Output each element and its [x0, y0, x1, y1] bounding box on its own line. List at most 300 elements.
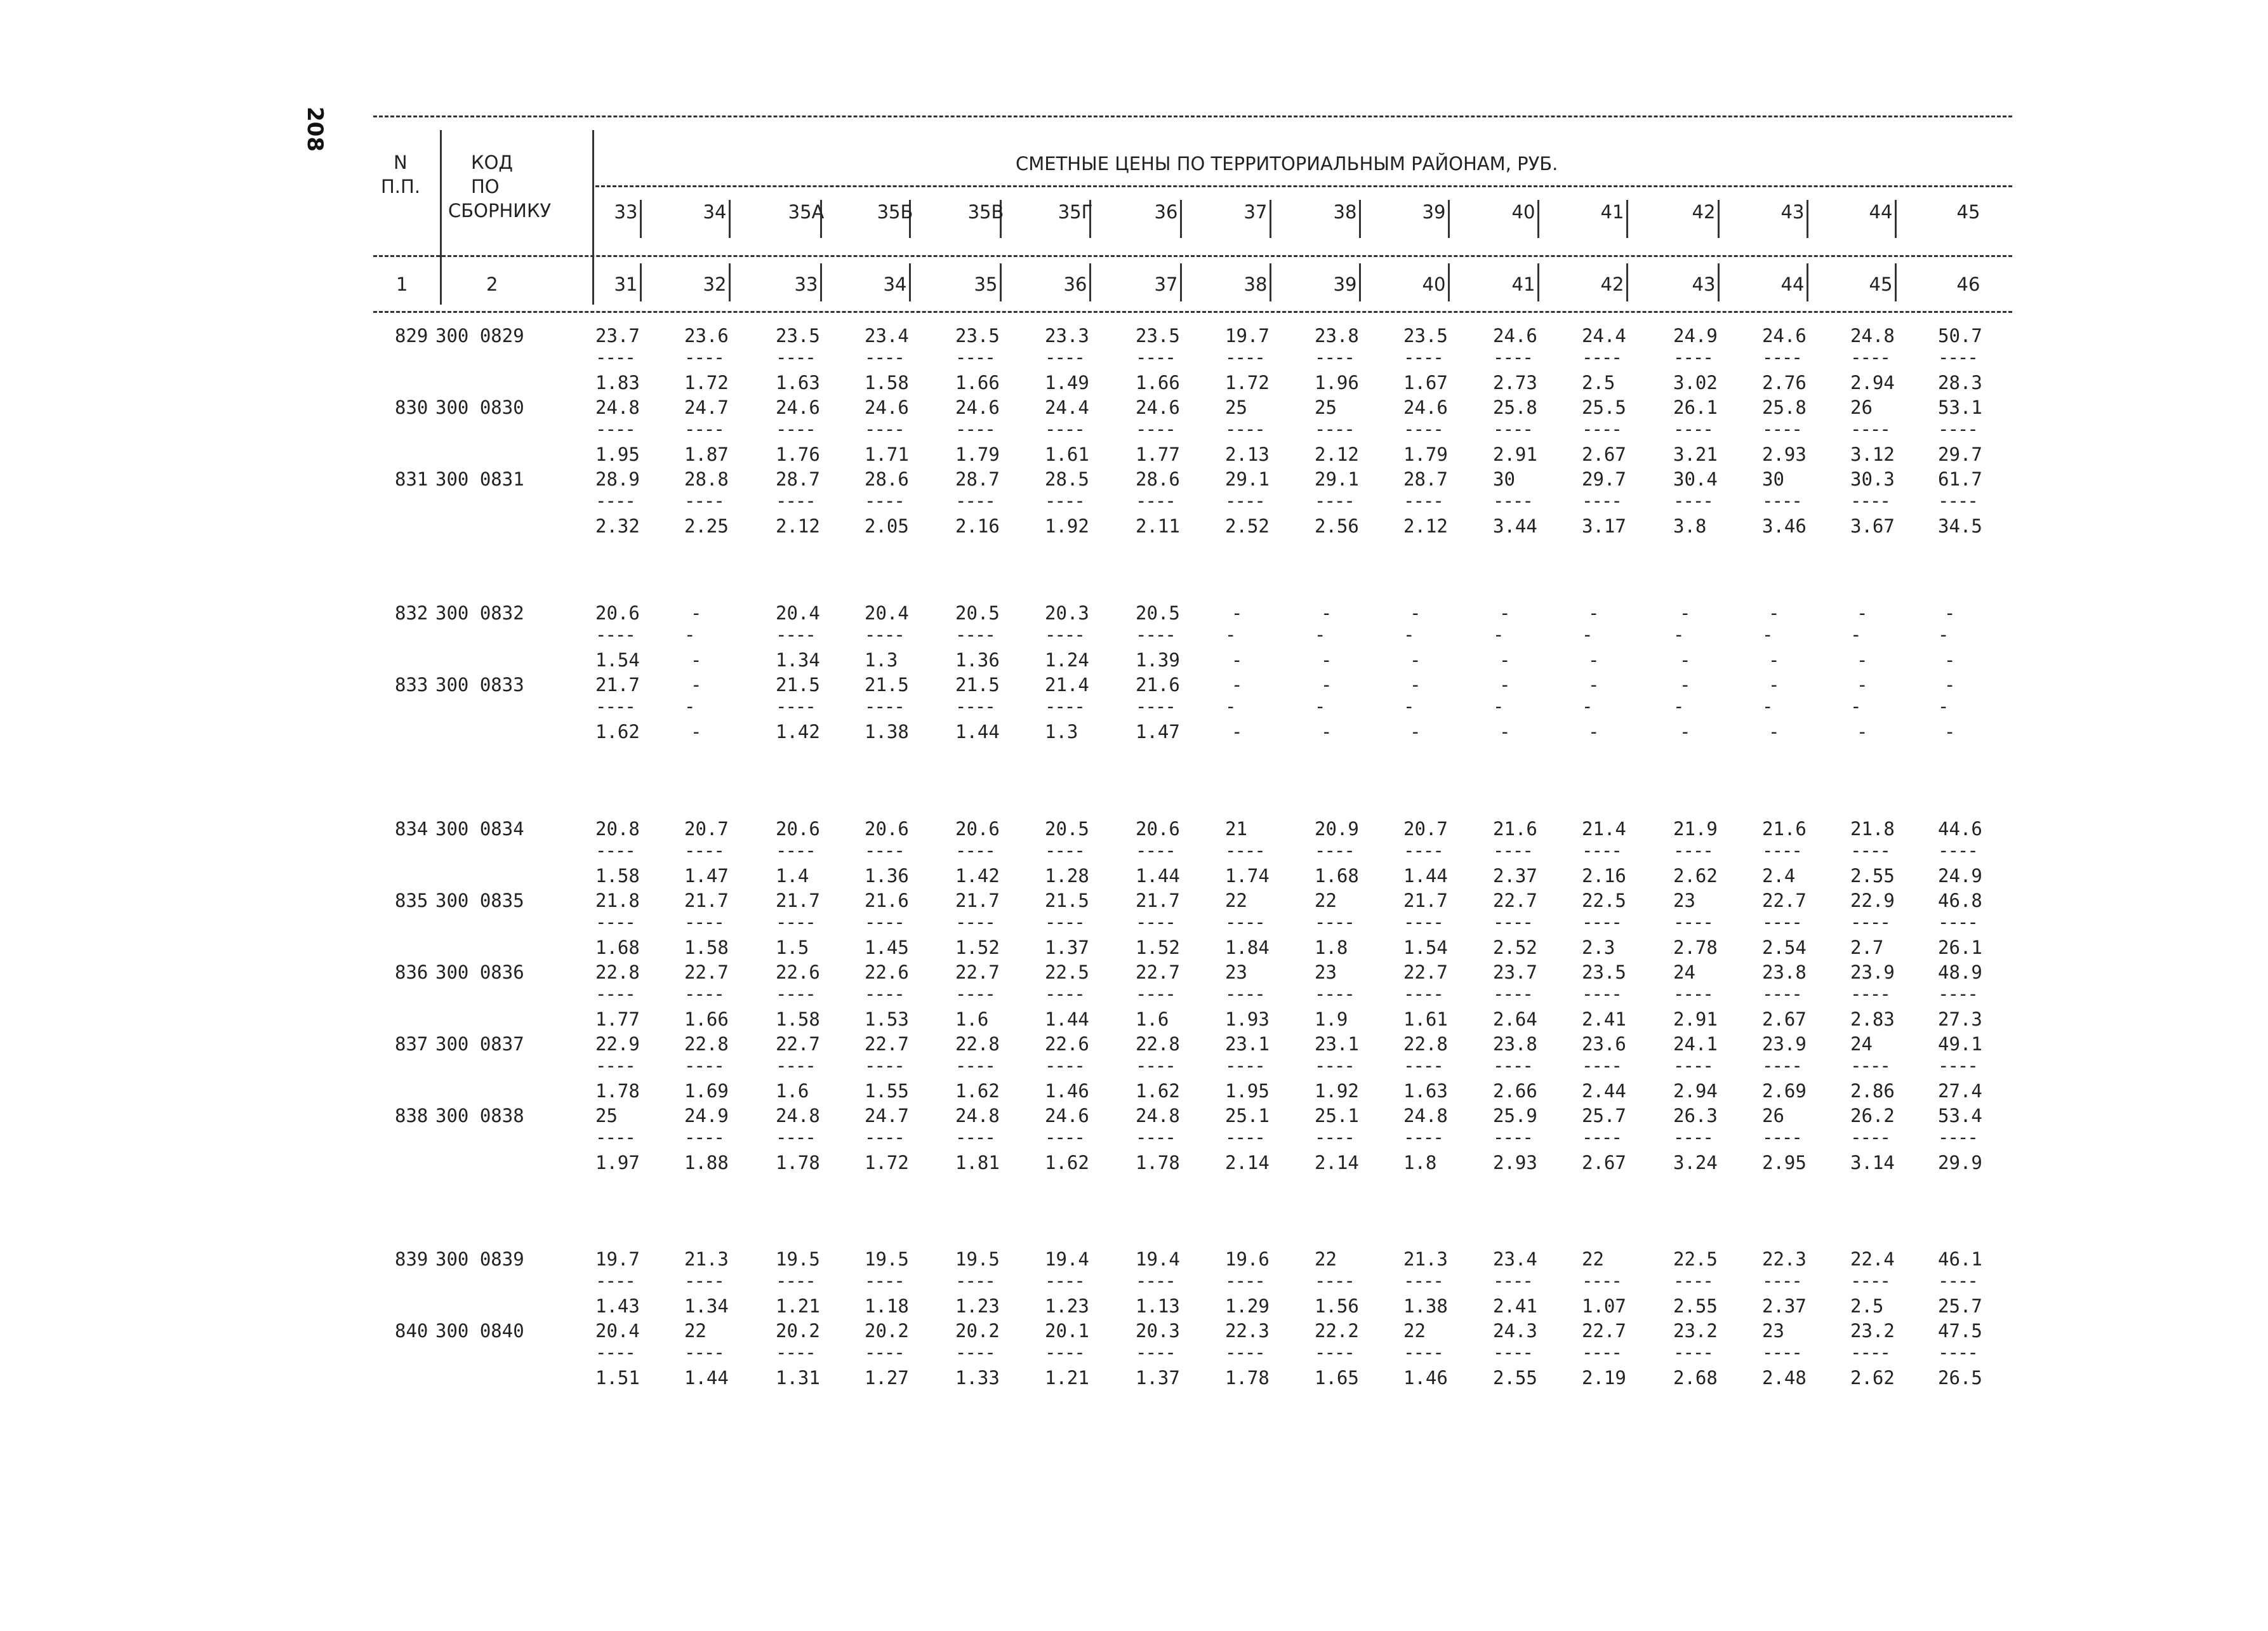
index-label-col-15: 45	[1869, 274, 1893, 295]
work-price-value: 21.6	[1493, 818, 1537, 840]
work-price-value: 22	[1315, 1248, 1337, 1270]
work-price-value: 23.5	[776, 325, 820, 347]
fraction-dash: -	[1673, 696, 1683, 717]
fraction-dash: ----	[1045, 840, 1084, 861]
material-price-value: 1.62	[1045, 1152, 1089, 1173]
work-price-value: 22.8	[684, 1033, 729, 1055]
header-po-label: ПО	[471, 176, 500, 197]
fraction-dash: ----	[1045, 1270, 1084, 1291]
material-price-value: 2.5	[1582, 372, 1615, 393]
material-price-value: 2.91	[1493, 444, 1537, 465]
row-number: 837	[395, 1033, 428, 1055]
material-price-value: 1.31	[776, 1367, 820, 1389]
material-price-value: 1.84	[1225, 937, 1270, 958]
work-price-value: 21.9	[1673, 818, 1718, 840]
fraction-dash: ----	[684, 911, 724, 933]
fraction-dash: ----	[1762, 1126, 1801, 1148]
work-price-value: 24.6	[1762, 325, 1807, 347]
fraction-dash: ----	[1315, 1126, 1354, 1148]
work-price-value: 22	[1315, 890, 1337, 911]
material-price-value: 1.74	[1225, 865, 1270, 887]
column-separator	[640, 263, 642, 301]
column-separator	[1180, 200, 1182, 238]
work-price-value: 24.4	[1582, 325, 1626, 347]
fraction-dash: ----	[595, 1342, 635, 1363]
material-price-value: 1.95	[1225, 1080, 1270, 1102]
fraction-dash: ----	[595, 347, 635, 368]
material-price-value: 2.25	[684, 515, 729, 537]
material-price-value: 1.63	[1403, 1080, 1448, 1102]
fraction-dash: ----	[1673, 911, 1713, 933]
material-price-value: 1.07	[1582, 1295, 1626, 1317]
index-label-col-16: 46	[1956, 274, 1980, 295]
fraction-dash: ----	[1850, 1342, 1890, 1363]
fraction-dash: ----	[595, 418, 635, 440]
material-price-value: 1.62	[1136, 1080, 1180, 1102]
work-price-value: 20.1	[1045, 1320, 1089, 1342]
fraction-dash: ----	[865, 1270, 904, 1291]
fraction-dash: ----	[1493, 983, 1532, 1005]
fraction-dash: ----	[1403, 911, 1443, 933]
work-price-value: 22.9	[595, 1033, 640, 1055]
work-price-value: 22.7	[776, 1033, 820, 1055]
material-price-value: 1.69	[684, 1080, 729, 1102]
work-price-value: 26.3	[1673, 1105, 1718, 1126]
fraction-dash: ----	[1315, 983, 1354, 1005]
column-separator	[640, 200, 642, 238]
work-price-value: 19.4	[1045, 1248, 1089, 1270]
work-price-value: -	[1231, 674, 1243, 696]
work-price-value: 21.3	[1403, 1248, 1448, 1270]
fraction-dash: ----	[1673, 1126, 1713, 1148]
material-price-value: 2.83	[1850, 1008, 1895, 1030]
material-price-value: 2.93	[1493, 1152, 1537, 1173]
material-price-value: 2.95	[1762, 1152, 1807, 1173]
work-price-value: 20.8	[595, 818, 640, 840]
index-label-col-6: 36	[1063, 274, 1087, 295]
fraction-dash: -	[1403, 696, 1414, 717]
fraction-dash: ----	[1938, 490, 1977, 512]
material-price-value: 1.72	[684, 372, 729, 393]
page-number: 208	[302, 107, 328, 152]
fraction-dash: ----	[1315, 1055, 1354, 1076]
material-price-value: 1.13	[1136, 1295, 1180, 1317]
material-price-value: 1.83	[595, 372, 640, 393]
column-separator	[1089, 263, 1091, 301]
work-price-value: 29.7	[1582, 468, 1626, 490]
fraction-dash: ----	[1136, 696, 1175, 717]
fraction-dash: ----	[865, 983, 904, 1005]
work-price-value: 46.1	[1938, 1248, 1982, 1270]
fraction-dash: -	[684, 696, 694, 717]
material-price-value: 1.6	[955, 1008, 989, 1030]
region-header-rule	[595, 185, 2012, 187]
material-price-value: 1.88	[684, 1152, 729, 1173]
work-price-value: 49.1	[1938, 1033, 1982, 1055]
work-price-value: 23.8	[1762, 961, 1807, 983]
material-price-value: 1.58	[865, 372, 909, 393]
material-price-value: 2.52	[1225, 515, 1270, 537]
work-price-value: 25	[1315, 397, 1337, 418]
material-price-value: 1.68	[1315, 865, 1359, 887]
fraction-dash: -	[1582, 696, 1592, 717]
material-price-value: -	[1321, 649, 1332, 671]
material-price-value: 1.95	[595, 444, 640, 465]
work-price-value: 28.6	[865, 468, 909, 490]
work-price-value: 22	[684, 1320, 706, 1342]
work-price-value: 25.8	[1762, 397, 1807, 418]
material-price-value: 1.52	[955, 937, 1000, 958]
material-price-value: 3.44	[1493, 515, 1537, 537]
fraction-dash: -	[1762, 624, 1772, 645]
fraction-dash: ----	[1403, 983, 1443, 1005]
material-price-value: 2.05	[865, 515, 909, 537]
fraction-dash: ----	[955, 1342, 995, 1363]
fraction-dash: ----	[1673, 347, 1713, 368]
header-sub-rule	[373, 255, 2012, 257]
material-price-value: -	[1410, 721, 1421, 743]
index-label-col-7: 37	[1154, 274, 1178, 295]
fraction-dash: ----	[595, 1055, 635, 1076]
region-header-16: 45	[1956, 201, 1980, 223]
fraction-dash: ----	[1045, 911, 1084, 933]
work-price-value: 46.8	[1938, 890, 1982, 911]
material-price-value: -	[1768, 649, 1780, 671]
material-price-value: 2.64	[1493, 1008, 1537, 1030]
material-price-value: 1.3	[1045, 721, 1078, 743]
fraction-dash: ----	[865, 696, 904, 717]
material-price-value: 2.76	[1762, 372, 1807, 393]
row-code: 300 0829	[435, 325, 524, 347]
region-header-10: 39	[1422, 201, 1446, 223]
region-header-8: 37	[1243, 201, 1268, 223]
work-price-value: 23.8	[1493, 1033, 1537, 1055]
fraction-dash: ----	[1938, 840, 1977, 861]
fraction-dash: ----	[1136, 840, 1175, 861]
material-price-value: 1.66	[955, 372, 1000, 393]
material-price-value: 2.32	[595, 515, 640, 537]
fraction-dash: ----	[1045, 624, 1084, 645]
fraction-dash: ----	[595, 1270, 635, 1291]
material-price-value: 1.78	[1225, 1367, 1270, 1389]
fraction-dash: ----	[1850, 840, 1890, 861]
header-sbornik-label: СБОРНИКУ	[448, 200, 552, 221]
work-price-value: 23.9	[1762, 1033, 1807, 1055]
fraction-dash: ----	[1493, 347, 1532, 368]
material-price-value: 1.47	[1136, 721, 1180, 743]
work-price-value: 22.7	[1762, 890, 1807, 911]
fraction-dash: ----	[1045, 696, 1084, 717]
fraction-dash: ----	[1850, 1270, 1890, 1291]
material-price-value: 1.34	[684, 1295, 729, 1317]
fraction-dash: ----	[1493, 1055, 1532, 1076]
fraction-dash: ----	[776, 1126, 815, 1148]
work-price-value: 21.7	[955, 890, 1000, 911]
column-separator	[1359, 263, 1361, 301]
fraction-dash: ----	[1403, 490, 1443, 512]
work-price-value: -	[691, 602, 702, 624]
index-label-col-2: 32	[703, 274, 727, 295]
material-price-value: 2.13	[1225, 444, 1270, 465]
work-price-value: 19.6	[1225, 1248, 1270, 1270]
work-price-value: 22	[1225, 890, 1247, 911]
material-price-value: 2.94	[1673, 1080, 1718, 1102]
fraction-dash: ----	[1493, 490, 1532, 512]
material-price-value: 2.94	[1850, 372, 1895, 393]
fraction-dash: ----	[1315, 1342, 1354, 1363]
fraction-dash: ----	[684, 1270, 724, 1291]
fraction-dash: ----	[1225, 1055, 1264, 1076]
material-price-value: 3.21	[1673, 444, 1718, 465]
fraction-dash: ----	[1582, 418, 1621, 440]
work-price-value: 20.7	[1403, 818, 1448, 840]
material-price-value: 1.44	[1403, 865, 1448, 887]
work-price-value: 24.6	[955, 397, 1000, 418]
material-price-value: 1.52	[1136, 937, 1180, 958]
fraction-dash: ----	[1225, 1270, 1264, 1291]
material-price-value: 1.54	[595, 649, 640, 671]
material-price-value: 2.48	[1762, 1367, 1807, 1389]
work-price-value: 24.9	[1673, 325, 1718, 347]
fraction-dash: ----	[1045, 1126, 1084, 1148]
index-label-col-4: 34	[883, 274, 907, 295]
material-price-value: 1.61	[1403, 1008, 1448, 1030]
row-code: 300 0836	[435, 961, 524, 983]
fraction-dash: ----	[1850, 1055, 1890, 1076]
work-price-value: 53.1	[1938, 397, 1982, 418]
material-price-value: -	[1588, 649, 1600, 671]
region-header-4: 35Б	[877, 201, 913, 223]
fraction-dash: ----	[1850, 418, 1890, 440]
header-bottom-rule	[373, 311, 2012, 313]
material-price-value: 1.6	[1136, 1008, 1169, 1030]
material-price-value: 2.41	[1493, 1295, 1537, 1317]
fraction-dash: ----	[595, 911, 635, 933]
row-code: 300 0835	[435, 890, 524, 911]
fraction-dash: ----	[865, 1126, 904, 1148]
work-price-value: 26	[1850, 397, 1873, 418]
fraction-dash: ----	[1938, 983, 1977, 1005]
column-separator	[1895, 200, 1897, 238]
work-price-value: 47.5	[1938, 1320, 1982, 1342]
material-price-value: 2.11	[1136, 515, 1180, 537]
work-price-value: 30	[1493, 468, 1515, 490]
work-price-value: 20.6	[955, 818, 1000, 840]
fraction-dash: ----	[776, 1342, 815, 1363]
work-price-value: -	[1410, 602, 1421, 624]
material-price-value: 1.79	[1403, 444, 1448, 465]
material-price-value: 2.7	[1850, 937, 1884, 958]
fraction-dash: -	[1582, 624, 1592, 645]
material-price-value: 1.53	[865, 1008, 909, 1030]
work-price-value: 22.5	[1045, 961, 1089, 983]
material-price-value: 1.67	[1403, 372, 1448, 393]
work-price-value: -	[1499, 674, 1511, 696]
work-price-value: 25.7	[1582, 1105, 1626, 1126]
material-price-value: 1.62	[955, 1080, 1000, 1102]
work-price-value: 24.6	[1403, 397, 1448, 418]
fraction-dash: -	[1938, 624, 1948, 645]
fraction-dash: ----	[1582, 911, 1621, 933]
material-price-value: 1.23	[955, 1295, 1000, 1317]
column-separator	[1448, 200, 1450, 238]
material-price-value: 2.14	[1225, 1152, 1270, 1173]
work-price-value: 20.2	[955, 1320, 1000, 1342]
fraction-dash: ----	[865, 418, 904, 440]
work-price-value: 22	[1403, 1320, 1426, 1342]
work-price-value: 21.7	[1136, 890, 1180, 911]
material-price-value: 1.78	[776, 1152, 820, 1173]
work-price-value: 25.9	[1493, 1105, 1537, 1126]
fraction-dash: -	[1493, 624, 1503, 645]
fraction-dash: ----	[684, 983, 724, 1005]
fraction-dash: ----	[1673, 1270, 1713, 1291]
material-price-value: 1.87	[684, 444, 729, 465]
index-label-col-3: 33	[794, 274, 818, 295]
fraction-dash: ----	[684, 347, 724, 368]
material-price-value: 1.76	[776, 444, 820, 465]
work-price-value: 22.5	[1673, 1248, 1718, 1270]
material-price-value: 25.7	[1938, 1295, 1982, 1317]
work-price-value: 20.6	[776, 818, 820, 840]
work-price-value: 25.8	[1493, 397, 1537, 418]
fraction-dash: ----	[1850, 983, 1890, 1005]
fraction-dash: ----	[1045, 418, 1084, 440]
column-separator	[592, 130, 594, 305]
fraction-dash: ----	[865, 911, 904, 933]
column-separator	[729, 263, 731, 301]
fraction-dash: ----	[1315, 840, 1354, 861]
work-price-value: 24.8	[1403, 1105, 1448, 1126]
fraction-dash: ----	[684, 490, 724, 512]
work-price-value: 48.9	[1938, 961, 1982, 983]
material-price-value: 3.24	[1673, 1152, 1718, 1173]
material-price-value: 1.56	[1315, 1295, 1359, 1317]
work-price-value: 21.6	[865, 890, 909, 911]
material-price-value: 1.93	[1225, 1008, 1270, 1030]
fraction-dash: ----	[955, 347, 995, 368]
material-price-value: 1.81	[955, 1152, 1000, 1173]
material-price-value: -	[1680, 721, 1691, 743]
material-price-value: 2.78	[1673, 937, 1718, 958]
work-price-value: -	[1768, 602, 1780, 624]
fraction-dash: ----	[1673, 1342, 1713, 1363]
work-price-value: 24.8	[776, 1105, 820, 1126]
material-price-value: 1.97	[595, 1152, 640, 1173]
index-label-col-10: 40	[1422, 274, 1446, 295]
fraction-dash: ----	[1403, 1126, 1443, 1148]
work-price-value: 23.2	[1850, 1320, 1895, 1342]
material-price-value: 1.29	[1225, 1295, 1270, 1317]
work-price-value: 29.1	[1225, 468, 1270, 490]
fraction-dash: ----	[865, 347, 904, 368]
material-price-value: 26.1	[1938, 937, 1982, 958]
work-price-value: 25	[595, 1105, 618, 1126]
fraction-dash: ----	[1582, 1270, 1621, 1291]
fraction-dash: ----	[595, 840, 635, 861]
work-price-value: 25.5	[1582, 397, 1626, 418]
index-label-col-12: 42	[1600, 274, 1624, 295]
material-price-value: 1.44	[684, 1367, 729, 1389]
fraction-dash: -	[1493, 696, 1503, 717]
work-price-value: 22.6	[865, 961, 909, 983]
fraction-dash: ----	[1673, 490, 1713, 512]
material-price-value: -	[1944, 649, 1956, 671]
column-separator	[1718, 263, 1720, 301]
work-price-value: 22.8	[595, 961, 640, 983]
column-separator	[820, 263, 822, 301]
work-price-value: 20.6	[1136, 818, 1180, 840]
fraction-dash: -	[1403, 624, 1414, 645]
column-separator	[1448, 263, 1450, 301]
work-price-value: -	[1588, 674, 1600, 696]
material-price-value: 1.38	[865, 721, 909, 743]
work-price-value: 22.6	[1045, 1033, 1089, 1055]
fraction-dash: ----	[1850, 347, 1890, 368]
work-price-value: 19.5	[865, 1248, 909, 1270]
material-price-value: 1.77	[1136, 444, 1180, 465]
fraction-dash: ----	[955, 624, 995, 645]
work-price-value: 24.8	[595, 397, 640, 418]
fraction-dash: ----	[1582, 1055, 1621, 1076]
work-price-value: 28.5	[1045, 468, 1089, 490]
material-price-value: 1.44	[955, 721, 1000, 743]
material-price-value: 1.38	[1403, 1295, 1448, 1317]
work-price-value: 24.3	[1493, 1320, 1537, 1342]
material-price-value: 1.96	[1315, 372, 1359, 393]
work-price-value: 30	[1762, 468, 1784, 490]
work-price-value: 21.7	[595, 674, 640, 696]
material-price-value: -	[1231, 649, 1243, 671]
work-price-value: 22.7	[1403, 961, 1448, 983]
material-price-value: 1.66	[1136, 372, 1180, 393]
material-price-value: 1.36	[865, 865, 909, 887]
fraction-dash: ----	[776, 696, 815, 717]
work-price-value: 20.4	[595, 1320, 640, 1342]
fraction-dash: ----	[776, 347, 815, 368]
material-price-value: 1.42	[955, 865, 1000, 887]
row-number: 831	[395, 468, 428, 490]
work-price-value: 23	[1673, 890, 1695, 911]
work-price-value: 24.8	[955, 1105, 1000, 1126]
work-price-value: 24.6	[1045, 1105, 1089, 1126]
fraction-dash: ----	[955, 418, 995, 440]
material-price-value: 2.37	[1762, 1295, 1807, 1317]
column-separator	[1000, 263, 1002, 301]
region-header-1: 33	[614, 201, 638, 223]
fraction-dash: ----	[1673, 983, 1713, 1005]
header-n-label: N	[394, 152, 408, 173]
work-price-value: 21.3	[684, 1248, 729, 1270]
work-price-value: 21.5	[776, 674, 820, 696]
material-price-value: 3.8	[1673, 515, 1707, 537]
row-code: 300 0834	[435, 818, 524, 840]
column-separator	[1807, 200, 1808, 238]
material-price-value: 2.66	[1493, 1080, 1537, 1102]
fraction-dash: ----	[1136, 490, 1175, 512]
fraction-dash: -	[1938, 696, 1948, 717]
fraction-dash: ----	[684, 1055, 724, 1076]
fraction-dash: ----	[865, 840, 904, 861]
fraction-dash: -	[1225, 696, 1235, 717]
region-header-6: 35Г	[1058, 201, 1093, 223]
material-price-value: 1.58	[684, 937, 729, 958]
fraction-dash: ----	[1225, 490, 1264, 512]
fraction-dash: ----	[1673, 840, 1713, 861]
fraction-dash: ----	[1938, 1270, 1977, 1291]
fraction-dash: ----	[1403, 1342, 1443, 1363]
work-price-value: 19.7	[1225, 325, 1270, 347]
